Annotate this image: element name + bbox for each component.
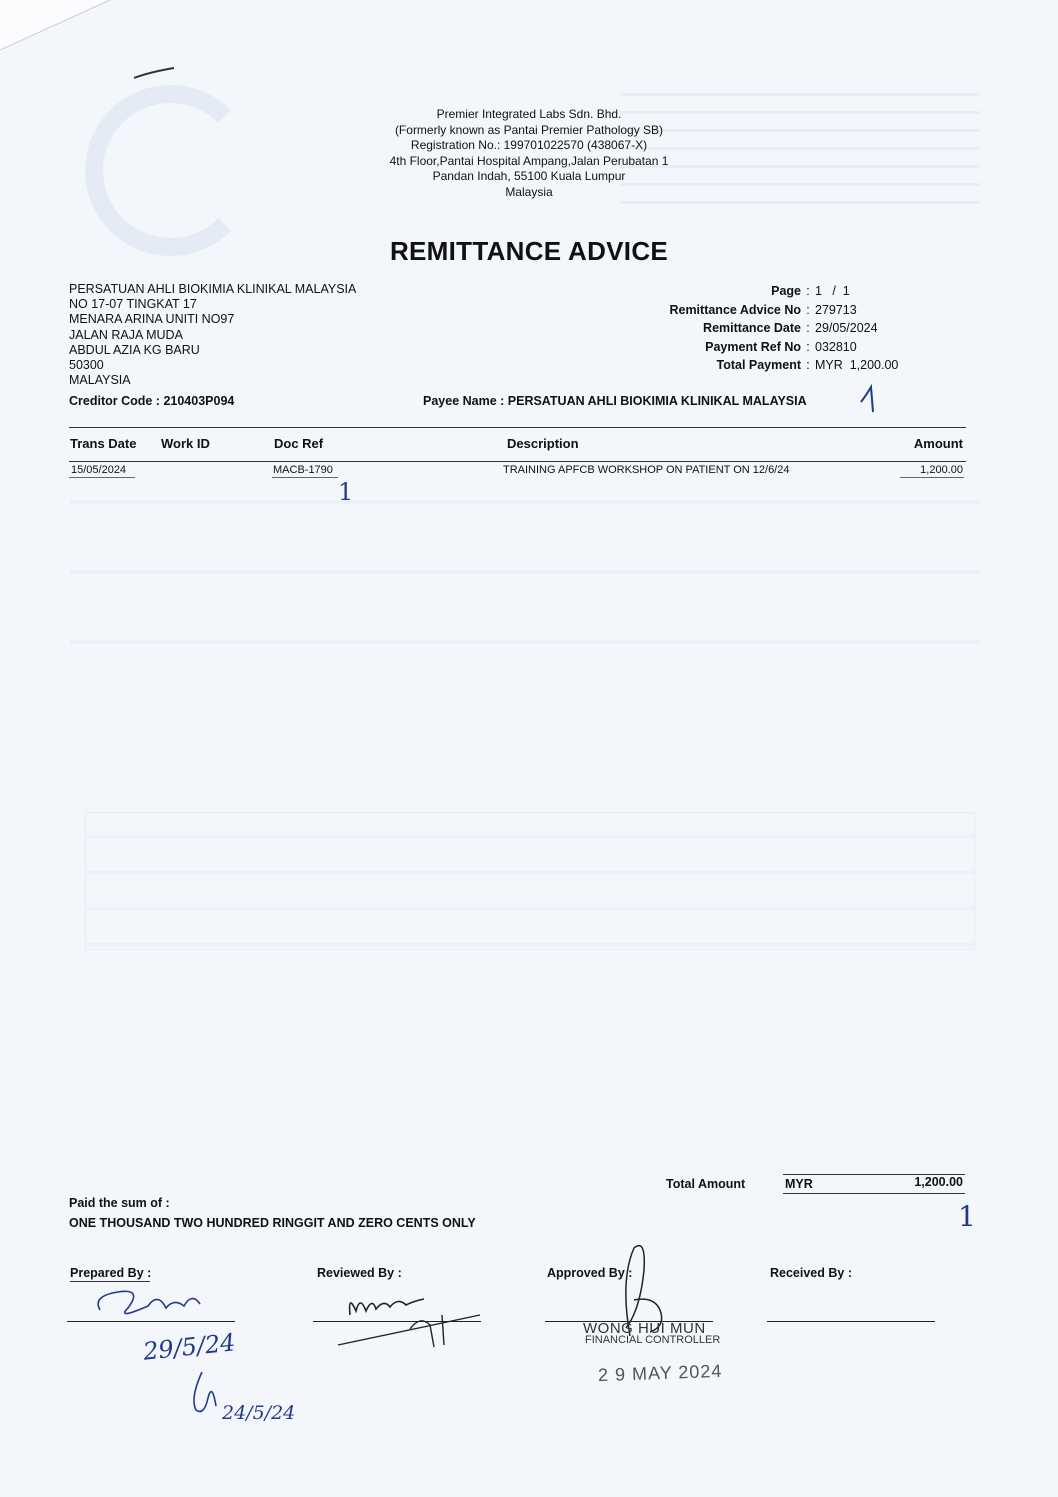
prepared-date-handwritten: 29/5/24: [141, 1328, 237, 1366]
issuer-line: Pandan Indah, 55100 Kuala Lumpur: [432, 169, 626, 183]
approver-title: FINANCIAL CONTROLLER: [585, 1334, 721, 1346]
remittance-meta: [669, 282, 910, 375]
col-header-trans-date: Trans Date: [70, 436, 137, 451]
cell-doc-ref: MACB-1790: [273, 464, 333, 476]
prepared-by-label: Prepared By :: [70, 1266, 152, 1280]
initial-signature: [182, 1368, 222, 1418]
cell-amount: 1,200.00: [920, 464, 963, 476]
issuer-line: Registration No.: 199701022570 (438067-X): [410, 138, 648, 152]
table-header-rule: [69, 461, 966, 462]
issuer-block: [0, 107, 1058, 200]
cell-trans-date: 15/05/2024: [71, 464, 127, 476]
issuer-line: Malaysia: [505, 184, 553, 199]
pen-stroke-icon: [130, 62, 180, 82]
issuer-line: 4th Floor,Pantai Hospital Ampang,Jalan Perubatan 1: [389, 153, 669, 168]
meta-page: Page : 1 / 1: [771, 284, 850, 298]
address-line: 50300: [69, 358, 104, 373]
total-amount-label: Total Amount: [666, 1177, 746, 1191]
meta-payment-ref: Payment Ref No : 032810: [705, 339, 857, 354]
approval-date-stamp: 2 9 MAY 2024: [597, 1360, 723, 1386]
handwritten-tick-mark: [855, 384, 881, 414]
total-amount-value: 1,200.00: [914, 1175, 963, 1189]
col-header-description: Description: [507, 436, 579, 451]
address-line: MALAYSIA: [69, 373, 131, 388]
prepared-signature: [88, 1282, 218, 1322]
initial-date-handwritten: 24/5/24: [222, 1402, 296, 1424]
approved-by-label: Approved By :: [547, 1266, 633, 1280]
meta-total-payment: Total Payment : MYR 1,200.00: [716, 358, 899, 372]
issuer-line: Premier Integrated Labs Sdn. Bhd.: [436, 107, 622, 121]
row-rule: [272, 477, 338, 478]
page-fold-mark: [0, 0, 120, 60]
row-rule: [69, 477, 135, 478]
reviewed-signature: [330, 1285, 490, 1357]
issuer-line: (Formerly known as Pantai Premier Pathology SB): [394, 122, 664, 137]
col-header-work-id: Work ID: [161, 436, 210, 451]
approver-name: WONG HUI MUN: [583, 1320, 706, 1337]
col-header-amount: Amount: [913, 436, 963, 451]
document-title: REMITTANCE ADVICE: [389, 236, 669, 266]
address-line: JALAN RAJA MUDA: [69, 327, 183, 342]
showthrough-bank-table: [85, 812, 975, 950]
address-line: ABDUL AZIA KG BARU: [69, 342, 200, 357]
row-rule: [900, 477, 964, 478]
received-by-label: Received By :: [770, 1266, 852, 1280]
meta-date: Remittance Date : 29/05/2024: [703, 321, 878, 335]
address-line: MENARA ARINA UNITI NO97: [69, 312, 235, 327]
total-currency: MYR: [785, 1177, 813, 1191]
recipient-address: [69, 282, 356, 388]
paid-sum-label: Paid the sum of :: [69, 1196, 170, 1210]
handwritten-tick: 1: [338, 478, 354, 506]
total-rule-top: [783, 1174, 965, 1175]
received-signature-line: [767, 1321, 935, 1322]
col-header-doc-ref: Doc Ref: [274, 436, 324, 451]
cell-description: TRAINING APFCB WORKSHOP ON PATIENT ON 12/6/24: [503, 464, 790, 476]
showthrough-table: [70, 480, 980, 690]
table-top-rule: [69, 427, 966, 428]
meta-advice-no: Remittance Advice No : 279713: [669, 302, 857, 317]
reviewed-by-label: Reviewed By :: [317, 1266, 402, 1280]
creditor-code: Creditor Code : 210403P094: [69, 394, 235, 408]
payee-name: Payee Name : PERSATUAN AHLI BIOKIMIA KLINIKAL MALAYSIA: [423, 394, 807, 408]
handwritten-tick: 1: [958, 1200, 976, 1233]
paid-sum-words: ONE THOUSAND TWO HUNDRED RINGGIT AND ZERO CENTS ONLY: [69, 1216, 476, 1230]
total-rule-bottom: [783, 1193, 965, 1194]
address-line: NO 17-07 TINGKAT 17: [69, 297, 197, 312]
address-line: PERSATUAN AHLI BIOKIMIA KLINIKAL MALAYSIA: [69, 282, 357, 296]
